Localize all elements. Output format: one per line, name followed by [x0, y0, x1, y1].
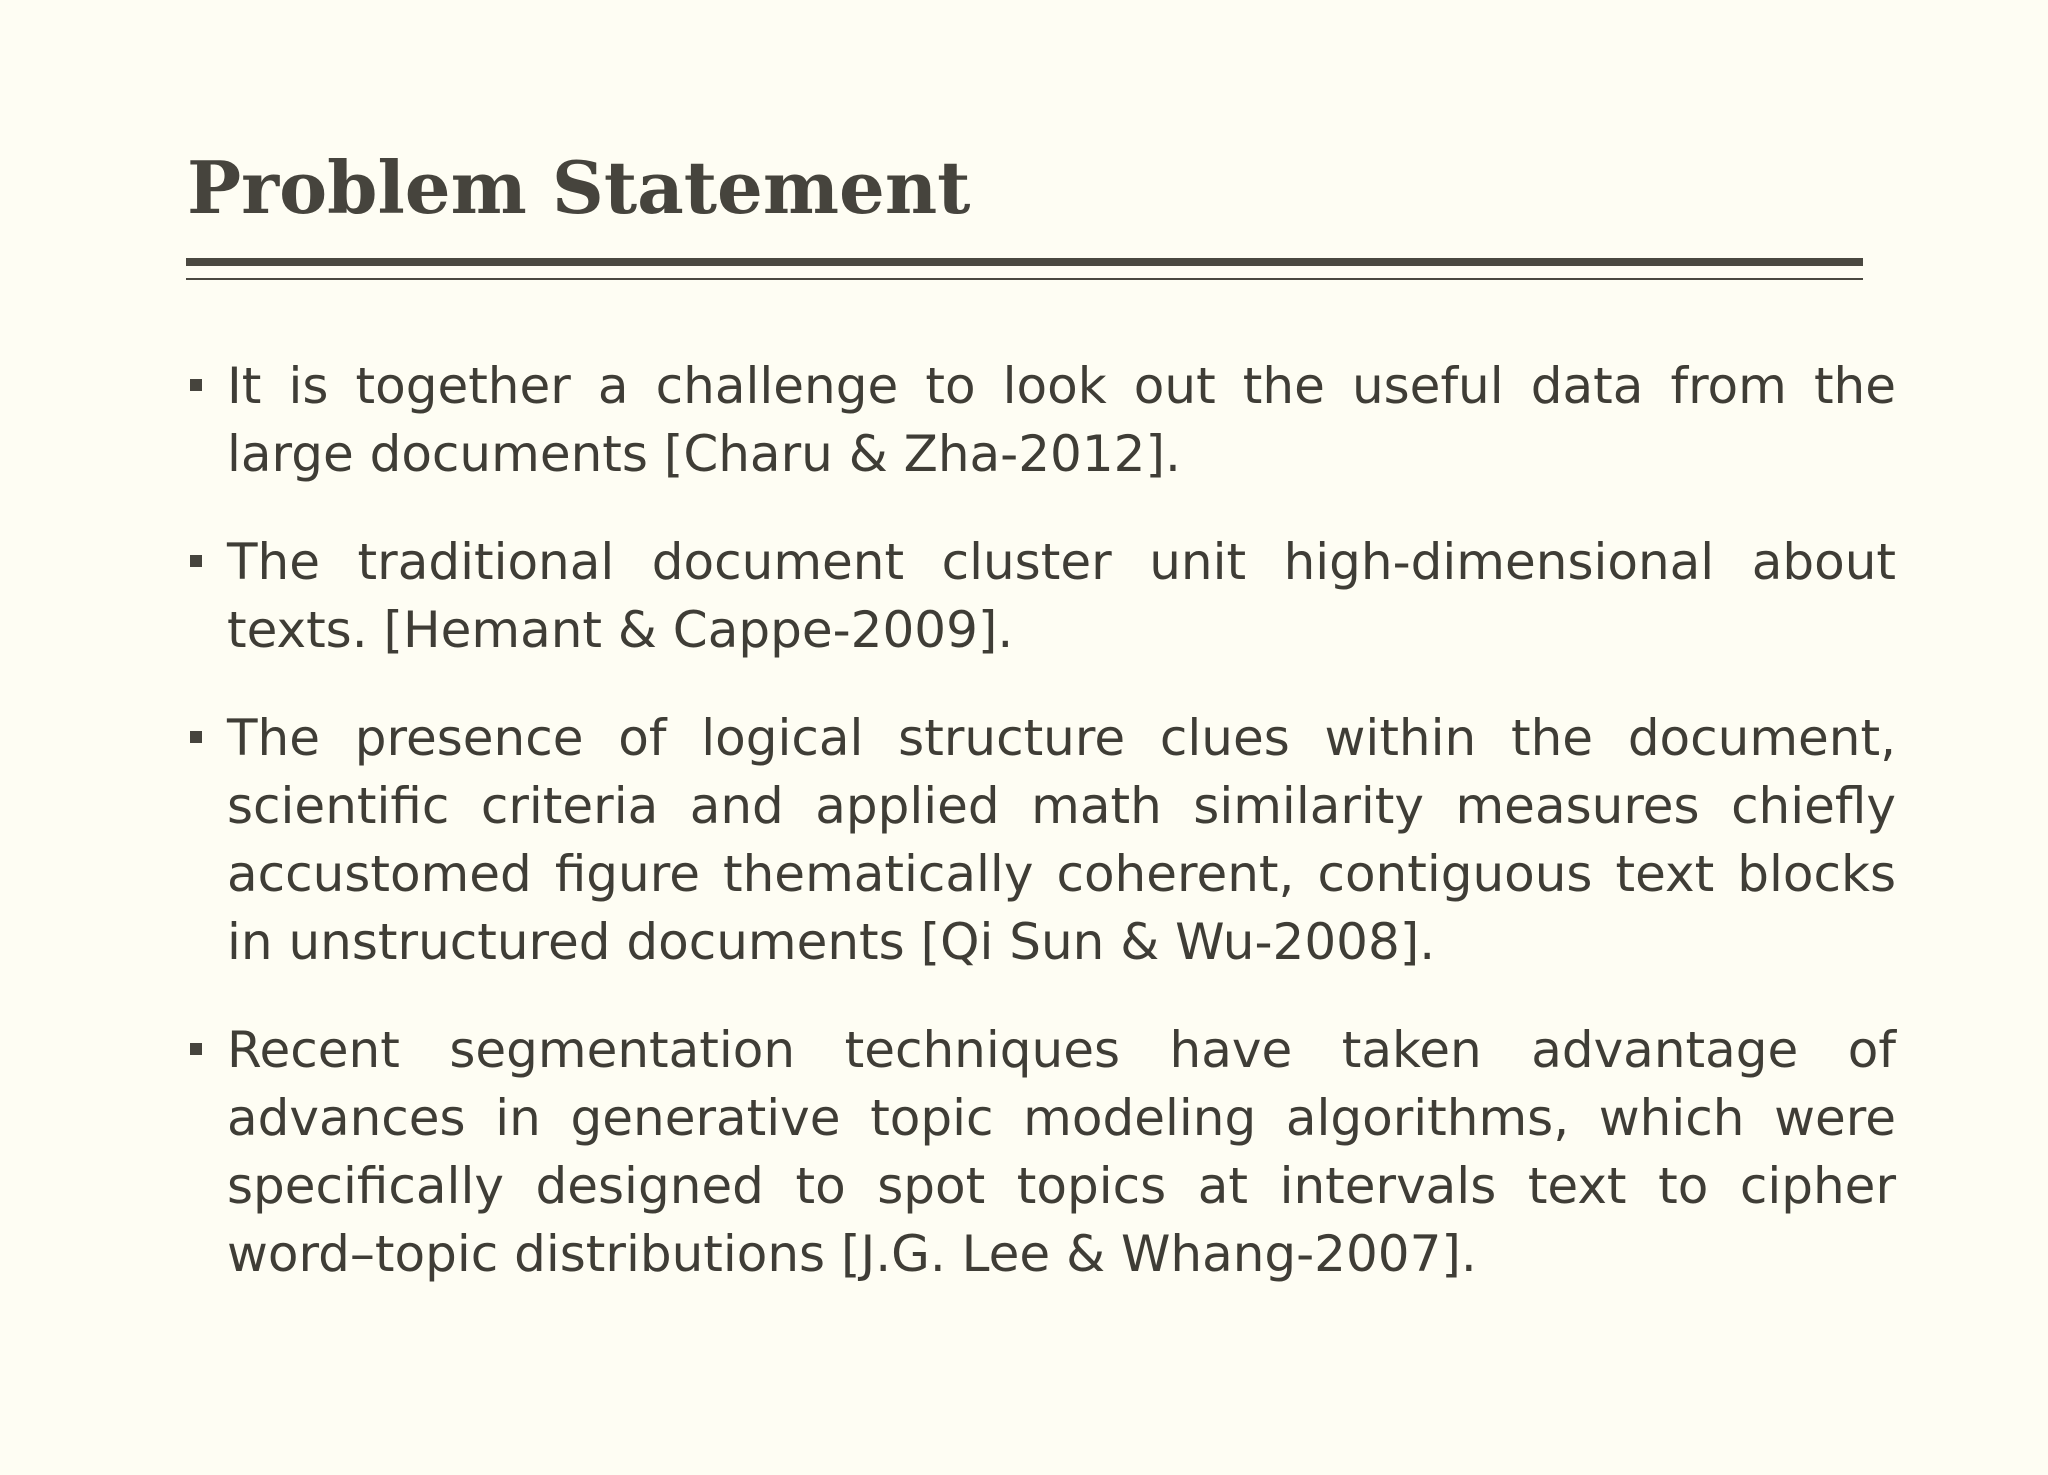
- title-divider-thick: [186, 258, 1863, 266]
- bullet-text: Recent segmentation techniques have taken advantage of advances in generative topic modeling algorithms, which were specifically designed to spot topics at intervals text to cipher word–topic distributions [J.G. Lee & Whang-2007].: [227, 1021, 1896, 1283]
- square-bullet-icon: [190, 555, 202, 567]
- bullet-item: [186, 528, 1896, 664]
- bullet-text: The traditional document cluster unit high-dimensional about texts. [Hemant & Cappe-2009].: [227, 533, 1896, 659]
- square-bullet-icon: [190, 1043, 202, 1055]
- bullet-item: [186, 352, 1896, 488]
- square-bullet-icon: [190, 731, 202, 743]
- bullet-list: [186, 352, 1896, 1328]
- bullet-text: The presence of logical structure clues within the document, scientific criteria and applied math similarity measures chiefly accustomed figure thematically coherent, contiguous text blocks in unstructured documents [Qi Sun & Wu-2008].: [227, 709, 1896, 971]
- bullet-item: [186, 1016, 1896, 1288]
- slide-title: Problem Statement: [187, 145, 971, 230]
- bullet-text: It is together a challenge to look out the useful data from the large documents [Charu & Zha-2012].: [227, 357, 1896, 483]
- title-divider-thin: [186, 278, 1863, 280]
- bullet-item: [186, 704, 1896, 976]
- square-bullet-icon: [190, 379, 202, 391]
